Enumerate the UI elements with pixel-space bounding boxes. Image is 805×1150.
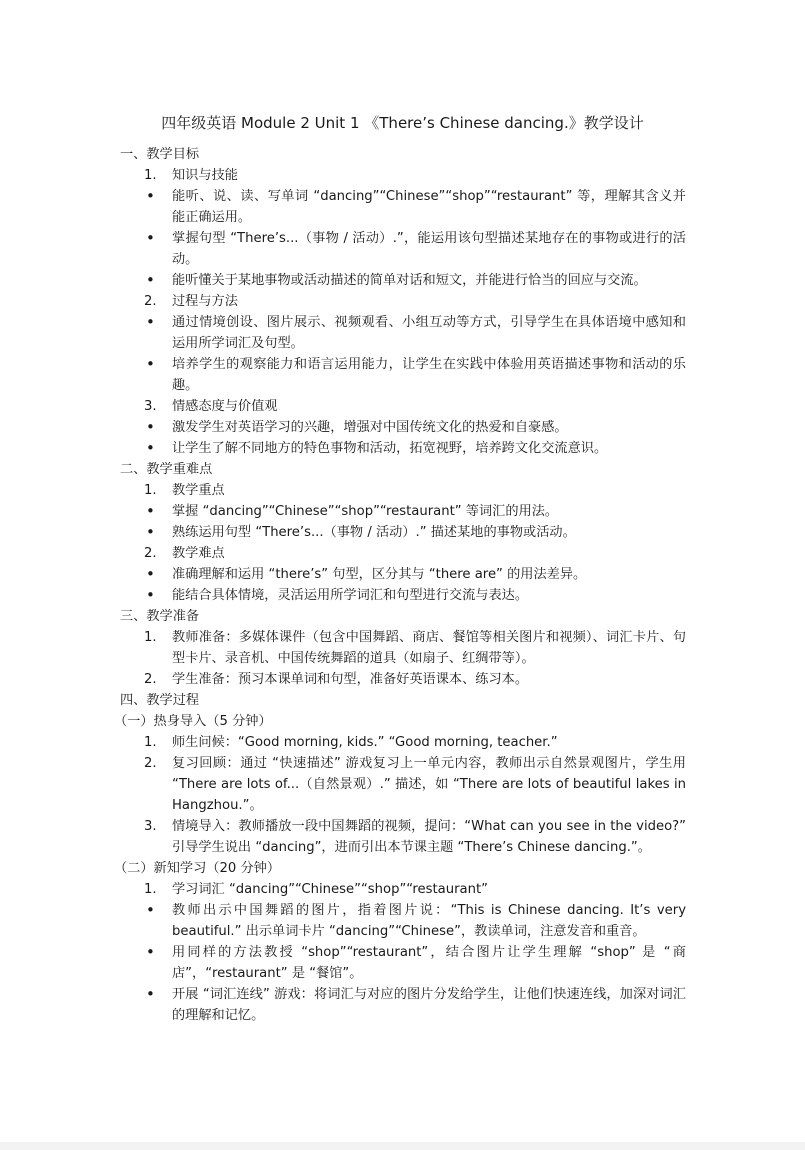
numbered-item: 2. 教学难点 xyxy=(144,546,225,561)
section-heading-key-points: 二、教学重难点 xyxy=(120,462,213,477)
bullet-icon: • xyxy=(146,943,155,961)
numbered-item: 2. 过程与方法 xyxy=(144,294,238,309)
bullet-icon: • xyxy=(146,229,155,247)
bullet-item: • 用同样的方法教授 “shop”“restaurant”，结合图片让学生理解 “shop” 是 “商店”，“restaurant” 是 “餐馆”。 xyxy=(146,943,686,981)
bullet-item: • 能听懂关于某地事物或活动描述的简单对话和短文，并能进行恰当的回应与交流。 xyxy=(146,271,647,289)
subsection-heading-new-learning: （二）新知学习（20 分钟） xyxy=(114,861,281,876)
bullet-icon: • xyxy=(146,502,155,520)
bullet-icon: • xyxy=(146,985,155,1003)
bullet-icon: • xyxy=(146,355,155,373)
bullet-icon: • xyxy=(146,187,155,205)
bullet-icon: • xyxy=(146,565,155,583)
bullet-item: • 让学生了解不同地方的特色事物和活动，拓宽视野，培养跨文化交流意识。 xyxy=(146,439,608,457)
numbered-item: 1. 学习词汇 “dancing”“Chinese”“shop”“restaurant” xyxy=(144,882,488,897)
subsection-heading-warmup: （一）热身导入（5 分钟） xyxy=(114,714,272,729)
document-title: 四年级英语 Module 2 Unit 1 《There’s Chinese dancing.》教学设计 xyxy=(161,114,644,132)
document-body xyxy=(114,144,686,1026)
bullet-icon: • xyxy=(146,313,155,331)
section-heading-preparation: 三、教学准备 xyxy=(120,609,200,624)
bullet-icon: • xyxy=(146,439,155,457)
bullet-icon: • xyxy=(146,586,155,604)
numbered-item: 2. 复习回顾：通过 “快速描述” 游戏复习上一单元内容，教师出示自然景观图片，学生用 “There are lots of...（自然景观）.” 描述，如 “There are lots of beautiful lakes in Hangzhou.”。 xyxy=(144,756,686,813)
section-heading-process: 四、教学过程 xyxy=(120,693,200,708)
bullet-icon: • xyxy=(146,271,155,289)
numbered-item: 3. 情感态度与价值观 xyxy=(144,399,278,414)
bullet-item: • 激发学生对英语学习的兴趣，增强对中国传统文化的热爱和自豪感。 xyxy=(146,418,568,436)
numbered-item: 1. 教师准备：多媒体课件（包含中国舞蹈、商店、餐馆等相关图片和视频）、词汇卡片、句型卡片、录音机、中国传统舞蹈的道具（如扇子、红绸带等）。 xyxy=(144,630,686,666)
bullet-icon: • xyxy=(146,523,155,541)
numbered-item: 1. 教学重点 xyxy=(144,483,225,498)
numbered-item: 2. 学生准备：预习本课单词和句型，准备好英语课本、练习本。 xyxy=(144,672,529,687)
bullet-item: • 掌握 “dancing”“Chinese”“shop”“restaurant” 等词汇的用法。 xyxy=(146,502,559,520)
bullet-item: • 通过情境创设、图片展示、视频观看、小组互动等方式，引导学生在具体语境中感知和运用所学词汇及句型。 xyxy=(146,313,686,351)
bullet-item: • 开展 “词汇连线” 游戏：将词汇与对应的图片分发给学生，让他们快速连线，加深对词汇的理解和记忆。 xyxy=(146,985,686,1023)
bullet-item: • 能听、说、读、写单词 “dancing”“Chinese”“shop”“restaurant” 等，理解其含义并能正确运用。 xyxy=(146,187,686,225)
bullet-item: • 能结合具体情境，灵活运用所学词汇和句型进行交流与表达。 xyxy=(146,586,529,604)
bullet-item: • 准确理解和运用 “there’s” 句型，区分其与 “there are” 的用法差异。 xyxy=(146,565,587,583)
bullet-icon: • xyxy=(146,901,155,919)
bullet-item: • 熟练运用句型 “There’s...（事物 / 活动）.” 描述某地的事物或活动。 xyxy=(146,523,576,541)
bullet-item: • 培养学生的观察能力和语言运用能力，让学生在实践中体验用英语描述事物和活动的乐趣。 xyxy=(146,355,686,393)
numbered-item: 1. 师生问候：“Good morning, kids.” “Good morning, teacher.” xyxy=(144,735,558,750)
section-heading-objectives: 一、教学目标 xyxy=(120,147,200,162)
bullet-item: • 教师出示中国舞蹈的图片，指着图片说：“This is Chinese dancing. It’s very beautiful.” 出示单词卡片 “dancing”“Chinese”，教读单词，注意发音和重音。 xyxy=(146,901,686,939)
bullet-item: • 掌握句型 “There’s...（事物 / 活动）.”，能运用该句型描述某地存在的事物或进行的活动。 xyxy=(146,229,686,267)
numbered-item: 3. 情境导入：教师播放一段中国舞蹈的视频，提问：“What can you see in the video?” 引导学生说出 “dancing”，进而引出本节课主题 “There’s Chinese dancing.”。 xyxy=(144,819,686,855)
numbered-item: 1. 知识与技能 xyxy=(144,168,238,183)
bullet-icon: • xyxy=(146,418,155,436)
